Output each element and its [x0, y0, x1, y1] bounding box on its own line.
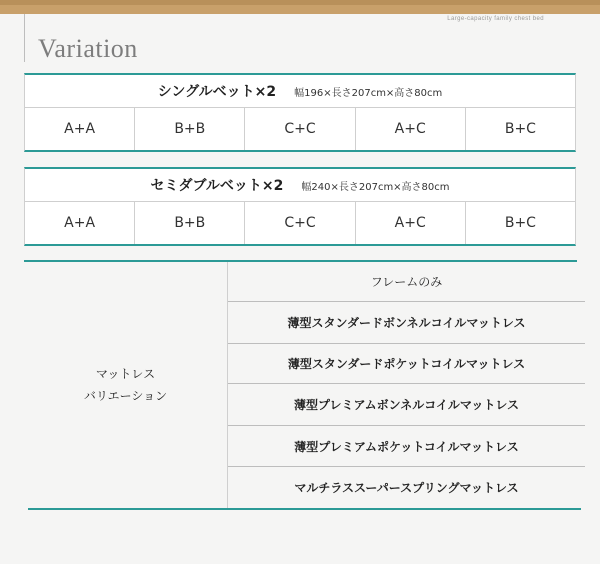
- mattress-label-line: バリエーション: [83, 389, 168, 403]
- mattress-option: マルチラススーパースプリングマットレス: [294, 481, 519, 495]
- combo-cell: C+C: [245, 202, 355, 244]
- variation-dimensions: 幅240×長さ207cm×高さ80cm: [301, 181, 450, 193]
- mattress-option: フレームのみ: [228, 262, 585, 302]
- table-bottom-rule: [28, 508, 581, 510]
- combo-cell: B+C: [504, 121, 536, 137]
- mattress-variation-label: [24, 262, 227, 508]
- variation-name: セミダブルベット×2: [150, 178, 284, 194]
- mattress-option-list: [228, 262, 585, 508]
- combo-cell: A+A: [25, 108, 135, 150]
- title-divider-line: [24, 14, 25, 62]
- variation-combo-row: [25, 202, 575, 244]
- top-wood-bar-shade: [0, 0, 600, 5]
- combo-cell: A+A: [25, 202, 135, 244]
- combo-cell: C+C: [245, 108, 355, 150]
- variation-table-single: [24, 73, 576, 152]
- combo-cell: A+C: [356, 202, 466, 244]
- variation-table-header: [25, 75, 575, 108]
- mattress-label-line: マットレス: [95, 367, 156, 381]
- combo-cell: B+B: [135, 202, 245, 244]
- variation-name: シングルベット×2: [157, 84, 277, 100]
- mattress-option: 薄型プレミアムボンネルコイルマットレス: [228, 384, 585, 426]
- combo-cell: B+C: [504, 215, 536, 231]
- mattress-option: 薄型スタンダードポケットコイルマットレス: [228, 344, 585, 384]
- mattress-option: 薄型スタンダードボンネルコイルマットレス: [228, 302, 585, 344]
- variation-table-header: [25, 169, 575, 202]
- mattress-option: 薄型プレミアムポケットコイルマットレス: [228, 426, 585, 467]
- variation-dimensions: 幅196×長さ207cm×高さ80cm: [294, 87, 443, 99]
- mattress-variation-table: [24, 260, 585, 511]
- variation-combo-row: [25, 108, 575, 150]
- combo-cell: A+C: [356, 108, 466, 150]
- page-title: Variation: [38, 34, 138, 63]
- header-subtitle: Large-capacity family chest bed: [447, 16, 544, 22]
- combo-cell: B+B: [135, 108, 245, 150]
- variation-table-semi-double: [24, 167, 576, 246]
